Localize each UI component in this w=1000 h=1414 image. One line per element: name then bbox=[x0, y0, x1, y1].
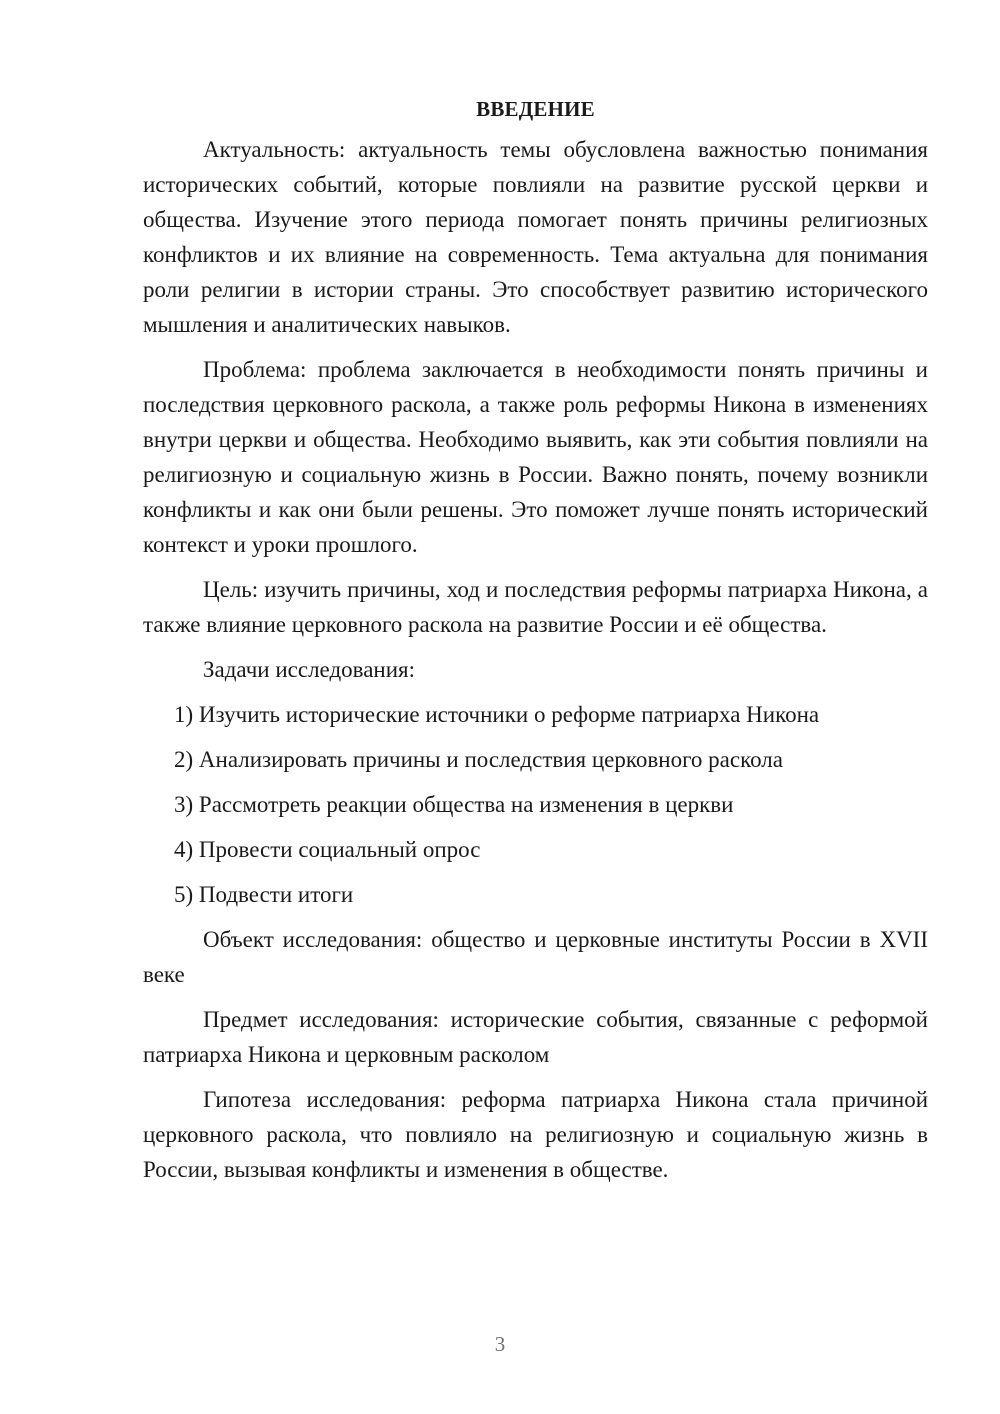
page-number: 3 bbox=[494, 1332, 506, 1356]
relevance-paragraph: Актуальность: актуальность темы обусловлена важностью понимания исторических событий, которые повлияли на развитие русской церкви и общества. Изучение этого периода помогает понять причины религиозных конфликтов и их влияние на современность. Тема актуальна для понимания роли религии в истории страны. Это способствует развитию исторического мышления и аналитических навыков. bbox=[143, 137, 928, 337]
tasks-heading: Задачи исследования: bbox=[203, 657, 416, 682]
task-item-5: 5) Подвести итоги bbox=[174, 882, 354, 907]
task-item-1: 1) Изучить исторические источники о реформе патриарха Никона bbox=[174, 702, 820, 727]
hypothesis-paragraph: Гипотеза исследования: реформа патриарха Никона стала причиной церковного раскола, что повлияло на религиозную и социальную жизнь в России, вызывая конфликты и изменения в обществе. bbox=[143, 1087, 928, 1182]
goal-paragraph: Цель: изучить причины, ход и последствия реформы патриарха Никона, а также влияние церковного раскола на развитие России и её общества. bbox=[143, 577, 928, 637]
task-item-4: 4) Провести социальный опрос bbox=[174, 837, 481, 862]
section-title: ВВЕДЕНИЕ bbox=[476, 97, 595, 121]
subject-paragraph: Предмет исследования: исторические события, связанные с реформой патриарха Никона и церковным расколом bbox=[143, 1007, 928, 1067]
task-item-3: 3) Рассмотреть реакции общества на изменения в церкви bbox=[174, 792, 734, 817]
task-item-2: 2) Анализировать причины и последствия церковного раскола bbox=[174, 747, 783, 772]
document-page bbox=[143, 92, 928, 1197]
object-paragraph: Объект исследования: общество и церковные институты России в XVII веке bbox=[143, 927, 928, 987]
problem-paragraph: Проблема: проблема заключается в необходимости понять причины и последствия церковного раскола, а также роль реформы Никона в изменениях внутри церкви и общества. Необходимо выявить, как эти события повлияли на религиозную и социальную жизнь в России. Важно понять, почему возникли конфликты и как они были решены. Это поможет лучше понять исторический контекст и уроки прошлого. bbox=[143, 357, 928, 557]
